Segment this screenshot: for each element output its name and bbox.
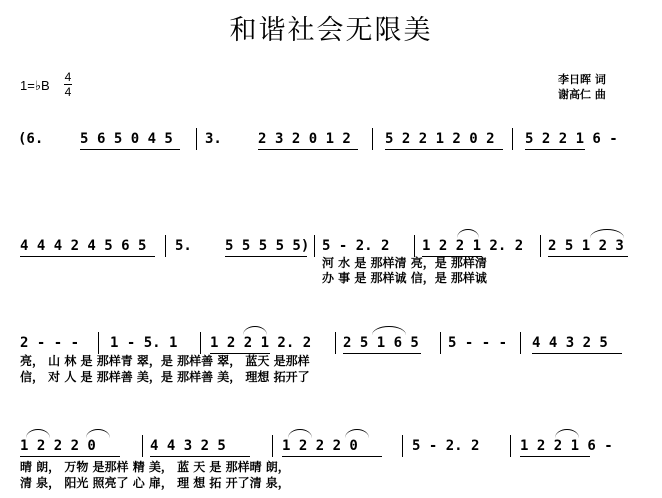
note-group: 3. xyxy=(205,131,222,147)
tie-mark xyxy=(372,326,406,335)
lyric-line xyxy=(0,269,662,285)
note-group: 1 - 5. 1 xyxy=(110,335,178,351)
bar-line xyxy=(520,332,521,354)
lyric-line xyxy=(0,254,662,270)
song-title: 和谐社会无限美 xyxy=(229,15,433,46)
note-group: 1 2 2 1 2. 2 xyxy=(422,238,524,254)
bar-line xyxy=(335,332,336,354)
tie-mark xyxy=(555,429,579,438)
composer-credit: 谢高仁 曲 xyxy=(558,88,606,101)
lyric-verse-1: 晴 朗， 万物 是那样 精 美， 蓝 天 是 那样晴 朗， xyxy=(20,460,290,474)
lyric-verse-1: 河 水 是 那样清 亮，是 那样清 xyxy=(322,256,487,270)
lyric-verse-2: 信， 对 人 是 那样善 美，是 那样善 美， 理想 拓开了 xyxy=(20,370,310,384)
lyric-line xyxy=(0,352,662,368)
tie-mark xyxy=(457,229,479,238)
note-group: (6. xyxy=(18,131,44,147)
note-group: 5 - - - xyxy=(448,335,508,351)
tie-mark xyxy=(590,229,624,238)
lyric-line xyxy=(0,474,662,490)
note-group: 5 - 2. 2 xyxy=(412,438,480,454)
note-group: 1 2 2 1 6 - xyxy=(520,438,613,454)
lyric-verse-2: 清 泉， 阳光 照亮了 心 扉， 理 想 拓 开了清 泉， xyxy=(20,476,290,490)
note-group: 5 2 2 1 2 0 2 xyxy=(385,131,495,147)
bar-line xyxy=(98,332,99,354)
tie-mark xyxy=(26,429,50,438)
note-group: 1 2 2 2 0 xyxy=(282,438,358,454)
note-group: 4 4 3 2 5 xyxy=(150,438,226,454)
tie-mark xyxy=(288,429,312,438)
meter-top: 4 xyxy=(64,70,72,84)
note-group: 6 5 0 4 5 xyxy=(97,131,173,147)
time-signature xyxy=(63,70,73,99)
tie-mark xyxy=(86,429,110,438)
note-group: 5 - 2. 2 xyxy=(322,238,390,254)
note-group: 1 2 2 1 2. 2 xyxy=(210,335,312,351)
key-signature: 1=♭B xyxy=(20,78,50,93)
lyric-verse-2: 办 事 是 那样诚 信，是 那样诚 xyxy=(322,271,487,285)
note-group: 4 4 4 2 4 5 6 5 xyxy=(20,238,147,254)
tie-mark xyxy=(345,429,369,438)
lyricist-credit: 李日晖 词 xyxy=(558,73,606,86)
lyric-line xyxy=(0,458,662,474)
score-row-1 xyxy=(0,118,662,158)
note-group: 2 5 1 2 3 xyxy=(548,238,624,254)
note-group: 5 2 2 1 6 - xyxy=(525,131,618,147)
note-group: 2 5 1 6 5 xyxy=(343,335,419,351)
note-group: 4 4 3 2 5 xyxy=(532,335,608,351)
bar-line xyxy=(512,128,513,150)
note-group: 1 2 2 2 0 xyxy=(20,438,96,454)
bar-line xyxy=(272,435,273,457)
bar-line xyxy=(200,332,201,354)
bar-line xyxy=(402,435,403,457)
note-group: 2 xyxy=(258,131,267,147)
bar-line xyxy=(142,435,143,457)
note-group: 5. xyxy=(175,238,192,254)
bar-line xyxy=(440,332,441,354)
bar-line xyxy=(510,435,511,457)
meter-bottom: 4 xyxy=(64,85,72,99)
note-group: 5 5 5 5 5) xyxy=(225,238,310,254)
lyric-line xyxy=(0,368,662,384)
credits xyxy=(558,72,606,102)
bar-line xyxy=(372,128,373,150)
bar-line xyxy=(196,128,197,150)
lyric-verse-1: 亮， 山 林 是 那样青 翠，是 那样善 翠， 蓝天 是那样 xyxy=(20,354,310,368)
note-group: 5 xyxy=(80,131,89,147)
note-group: 3 2 0 1 2 xyxy=(275,131,351,147)
note-group: 2 - - - xyxy=(20,335,80,351)
tie-mark xyxy=(243,326,267,335)
